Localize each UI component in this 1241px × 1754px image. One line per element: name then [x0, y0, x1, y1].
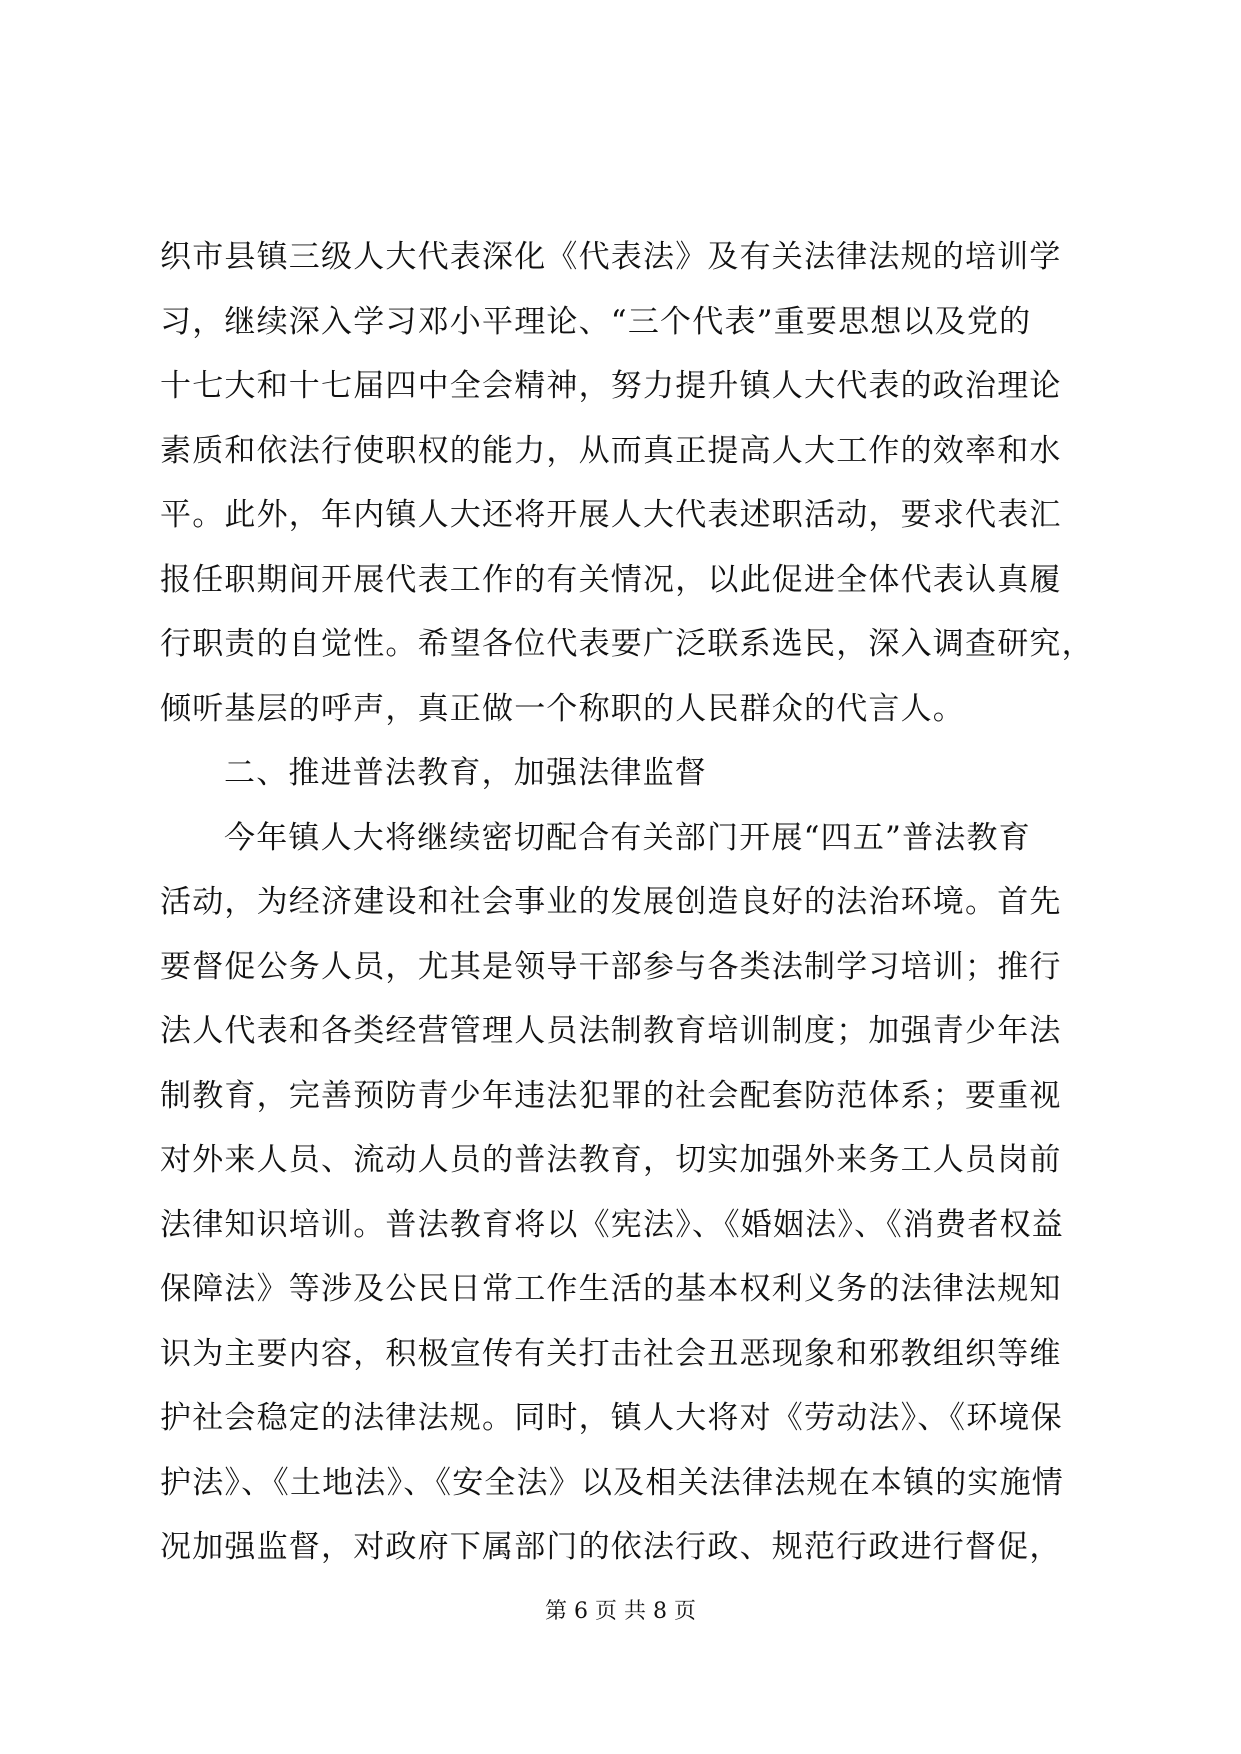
paragraph-line: 活动，为经济建设和社会事业的发展创造良好的法治环境。首先 [160, 884, 1062, 920]
paragraph-line: 倾听基层的呼声，真正做一个称职的人民群众的代言人。 [160, 690, 965, 727]
paragraph-line: 织市县镇三级人大代表深化《代表法》及有关法律法规的培训学 [160, 239, 1062, 275]
document-body [160, 225, 1094, 1580]
paragraph-line: 制教育，完善预防青少年违法犯罪的社会配套防范体系；要重视 [160, 1077, 1062, 1114]
paragraph-line: 报任职期间开展代表工作的有关情况，以此促进全体代表认真履 [160, 561, 1062, 598]
page-number-footer: 第 6 页 共 8 页 [545, 1599, 696, 1624]
paragraph-line: 法律知识培训。普法教育将以《宪法》、《婚姻法》、《消费者权益 [160, 1206, 1064, 1243]
paragraph-line: 识为主要内容，积极宣传有关打击社会丑恶现象和邪教组织等维 [160, 1335, 1062, 1372]
paragraph-line: 护法》、《土地法》、《安全法》以及相关法律法规在本镇的实施情 [160, 1464, 1064, 1501]
paragraph-line: 行职责的自觉性。希望各位代表要广泛联系选民，深入调查研究， [160, 626, 1094, 662]
paragraph-line: 素质和依法行使职权的能力，从而真正提高人大工作的效率和水 [160, 432, 1062, 469]
paragraph-line: 今年镇人大将继续密切配合有关部门开展“四五”普法教育 [224, 819, 1031, 856]
paragraph-line: 护社会稳定的法律法规。同时，镇人大将对《劳动法》、《环境保 [160, 1400, 1063, 1436]
paragraph-line: 要督促公务人员，尤其是领导干部参与各类法制学习培训；推行 [160, 948, 1062, 985]
paragraph-line: 况加强监督，对政府下属部门的依法行政、规范行政进行督促， [160, 1529, 1062, 1565]
paragraph-line: 法人代表和各类经营管理人员法制教育培训制度；加强青少年法 [160, 1013, 1062, 1049]
paragraph-line: 平。此外，年内镇人大还将开展人大代表述职活动，要求代表汇 [160, 497, 1062, 533]
paragraph-line: 保障法》等涉及公民日常工作生活的基本权利义务的法律法规知 [160, 1271, 1062, 1307]
paragraph-line: 习，继续深入学习邓小平理论、“三个代表”重要思想以及党的 [160, 303, 1032, 340]
paragraph-line: 对外来人员、流动人员的普法教育，切实加强外来务工人员岗前 [160, 1142, 1062, 1178]
section-heading: 二、推进普法教育，加强法律监督 [224, 755, 707, 791]
paragraph-line: 十七大和十七届四中全会精神，努力提升镇人大代表的政治理论 [160, 368, 1062, 404]
